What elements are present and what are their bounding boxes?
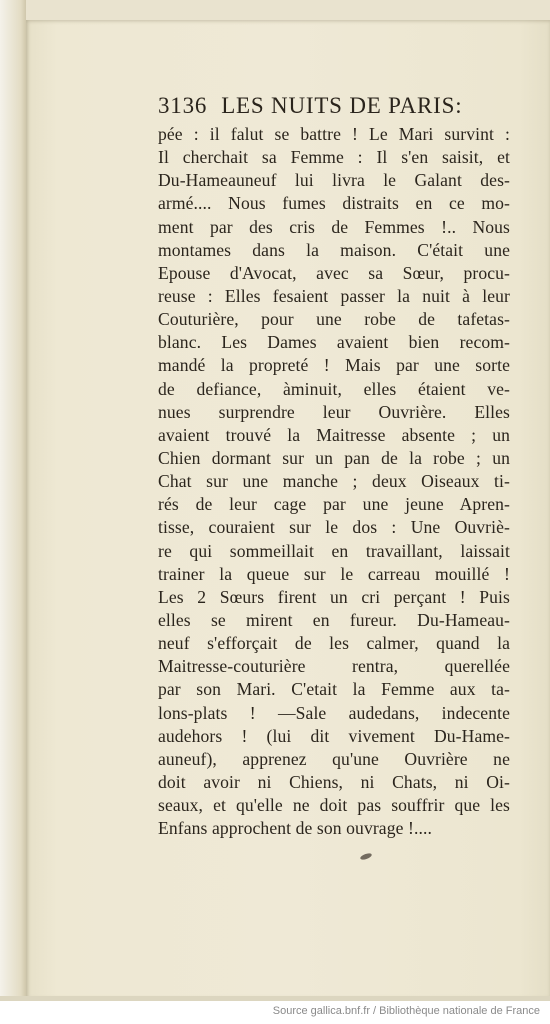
text-line: mandé la propreté ! Mais par une sorte bbox=[158, 355, 510, 376]
text-line: re qui sommeillait en travaillant, laissait bbox=[158, 540, 510, 561]
text-line: elles se mirent en fureur. Du-Hameau- bbox=[158, 609, 510, 630]
text-line: montames dans la maison. C'était une bbox=[158, 239, 510, 260]
page-gutter bbox=[0, 0, 26, 1001]
text-line: trainer la queue sur le carreau mouillé ! bbox=[158, 563, 510, 584]
text-line: Il cherchait sa Femme : Il s'en saisit, et bbox=[158, 147, 510, 168]
text-line: de defiance, àminuit, elles étaient ve- bbox=[158, 378, 510, 399]
text-line: seaux, et qu'elle ne doit pas souffrir que les bbox=[158, 795, 510, 816]
text-line: blanc. Les Dames avaient bien recom- bbox=[158, 332, 510, 353]
text-line: auneuf), apprenez qu'une Ouvrière ne bbox=[158, 748, 510, 769]
text-line: neuf s'efforçait de les calmer, quand la bbox=[158, 633, 510, 654]
text-line: pée : il falut se battre ! Le Mari survint : bbox=[158, 124, 510, 144]
text-line: Du-Hameauneuf lui livra le Galant des- bbox=[158, 170, 510, 191]
text-line-last: Enfans approchent de son ouvrage !.... bbox=[158, 818, 432, 839]
text-line: Chat sur une manche ; deux Oiseaux ti- bbox=[158, 471, 510, 492]
text-line: nues surprendre leur Ouvrière. Elles bbox=[158, 401, 510, 422]
text-line: ment par des cris de Femmes !.. Nous bbox=[158, 216, 510, 237]
text-line: lons-plats ! —Sale audedans, indecente bbox=[158, 702, 510, 723]
text-line: Maitresse-couturière rentra, querellée bbox=[158, 656, 510, 677]
page-number: 3136 bbox=[158, 93, 208, 118]
text-line: Les 2 Sœurs firent un cri perçant ! Puis bbox=[158, 586, 510, 607]
text-line: audehors ! (lui dit vivement Du-Hame- bbox=[158, 725, 510, 746]
text-line: Chien dormant sur un pan de la robe ; un bbox=[158, 447, 510, 468]
running-header bbox=[158, 93, 518, 119]
text-line: avaient trouvé la Maitresse absente ; un bbox=[158, 424, 510, 445]
footer-bar bbox=[0, 1001, 550, 1024]
text-line: Epouse d'Avocat, avec sa Sœur, procu- bbox=[158, 262, 510, 283]
running-title: LES NUITS DE PARIS: bbox=[221, 93, 463, 118]
text-line: tisse, couraient sur le dos : Une Ouvriè- bbox=[158, 517, 510, 538]
text-line: doit avoir ni Chiens, ni Chats, ni Oi- bbox=[158, 771, 510, 792]
source-attribution: Source gallica.bnf.fr / Bibliothèque nationale de France bbox=[272, 1005, 540, 1017]
text-line: par son Mari. C'etait la Femme aux ta- bbox=[158, 679, 510, 700]
text-line: armé.... Nous fumes distraits en ce mo- bbox=[158, 193, 510, 214]
text-line: reuse : Elles fesaient passer la nuit à leur bbox=[158, 285, 510, 306]
text-line: rés de leur cage par une jeune Apren- bbox=[158, 494, 510, 515]
body-text bbox=[158, 123, 510, 840]
text-line: Couturière, pour une robe de tafetas- bbox=[158, 309, 510, 330]
